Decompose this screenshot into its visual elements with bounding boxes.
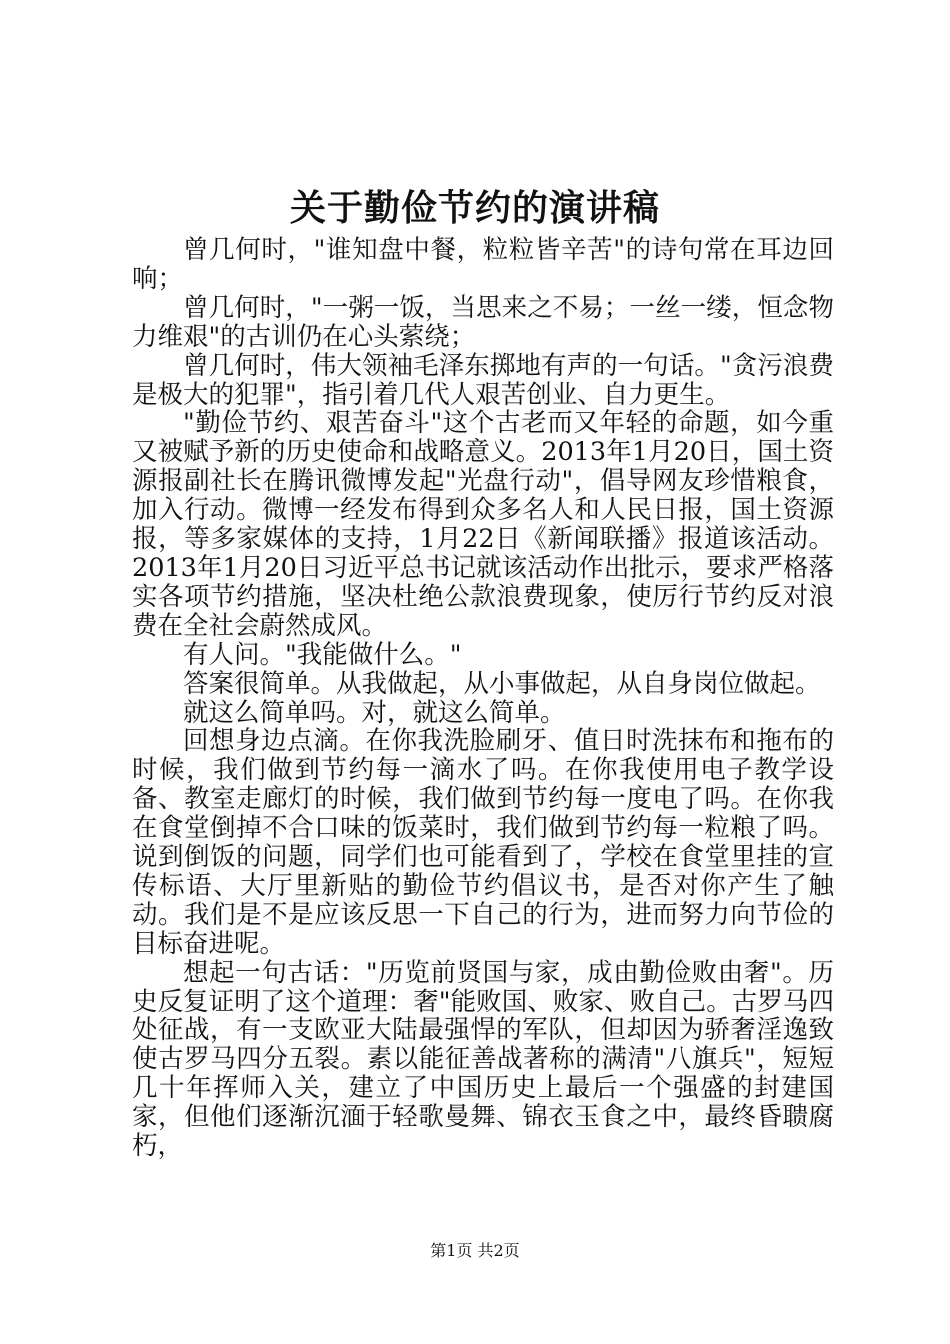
paragraph-6: 答案很简单。从我做起，从小事做起，从自身岗位做起。 [183, 668, 821, 699]
paragraph-4: "勤俭节约、艰苦奋斗"这个古老而又年轻的命题，如今重又被赋予新的历史使命和战略意义。2013年1月20日，国土资源报副社长在腾讯微博发起"光盘行动"，倡导网友珍惜粮食，加入行动。微博一经发布得到众多名人和人民日报，国土资源报，等多家媒体的支持，1月22日《新闻联播》报道该活动。2013年1月20日习近平总书记就该活动作出批示，要求严格落实各项节约措施，坚决杜绝公款浪费现象，使厉行节约反对浪费在全社会蔚然成风。 [132, 408, 834, 641]
document-title: 关于勤俭节约的演讲稿 [289, 187, 660, 229]
paragraph-9: 想起一句古话："历览前贤国与家，成由勤俭败由奢"。历史反复证明了这个道理：奢"能败国、败家、败自己。古罗马四处征战，有一支欧亚大陆最强悍的军队，但却因为骄奢淫逸致使古罗马四分五裂。素以能征善战著称的满清"八旗兵"，短短几十年挥师入关，建立了中国历史上最后一个强盛的封建国家，但他们逐渐沉湎于轻歌曼舞、锦衣玉食之中，最终昏聩腐朽， [132, 957, 834, 1162]
page-footer: 第1页 共2页 [430, 1241, 520, 1260]
paragraph-3: 曾几何时，伟大领袖毛泽东掷地有声的一句话。"贪污浪费是极大的犯罪"，指引着几代人艰苦创业、自力更生。 [132, 350, 834, 410]
paragraph-7: 就这么简单吗。对，就这么简单。 [183, 697, 566, 728]
paragraph-1: 曾几何时，"谁知盘中餐，粒粒皆辛苦"的诗句常在耳边回响； [132, 235, 834, 294]
paragraph-5: 有人问。"我能做什么。" [183, 639, 462, 670]
paragraph-8: 回想身边点滴。在你我洗脸刷牙、值日时洗抹布和拖布的时候，我们做到节约每一滴水了吗。在你我使用电子教学设备、教室走廊灯的时候，我们做到节约每一度电了吗。在你我在食堂倒掉不合口味的饭菜时，我们做到节约每一粒粮了吗。说到倒饭的问题，同学们也可能看到了，学校在食堂里挂的宣传标语、大厅里新贴的勤俭节约倡议书，是否对你产生了触动。我们是不是应该反思一下自己的行为，进而努力向节俭的目标奋进呢。 [132, 726, 834, 959]
document-body [132, 236, 834, 1161]
paragraph-2: 曾几何时，"一粥一饭，当思来之不易；一丝一缕，恒念物力维艰"的古训仍在心头萦绕； [132, 292, 834, 352]
